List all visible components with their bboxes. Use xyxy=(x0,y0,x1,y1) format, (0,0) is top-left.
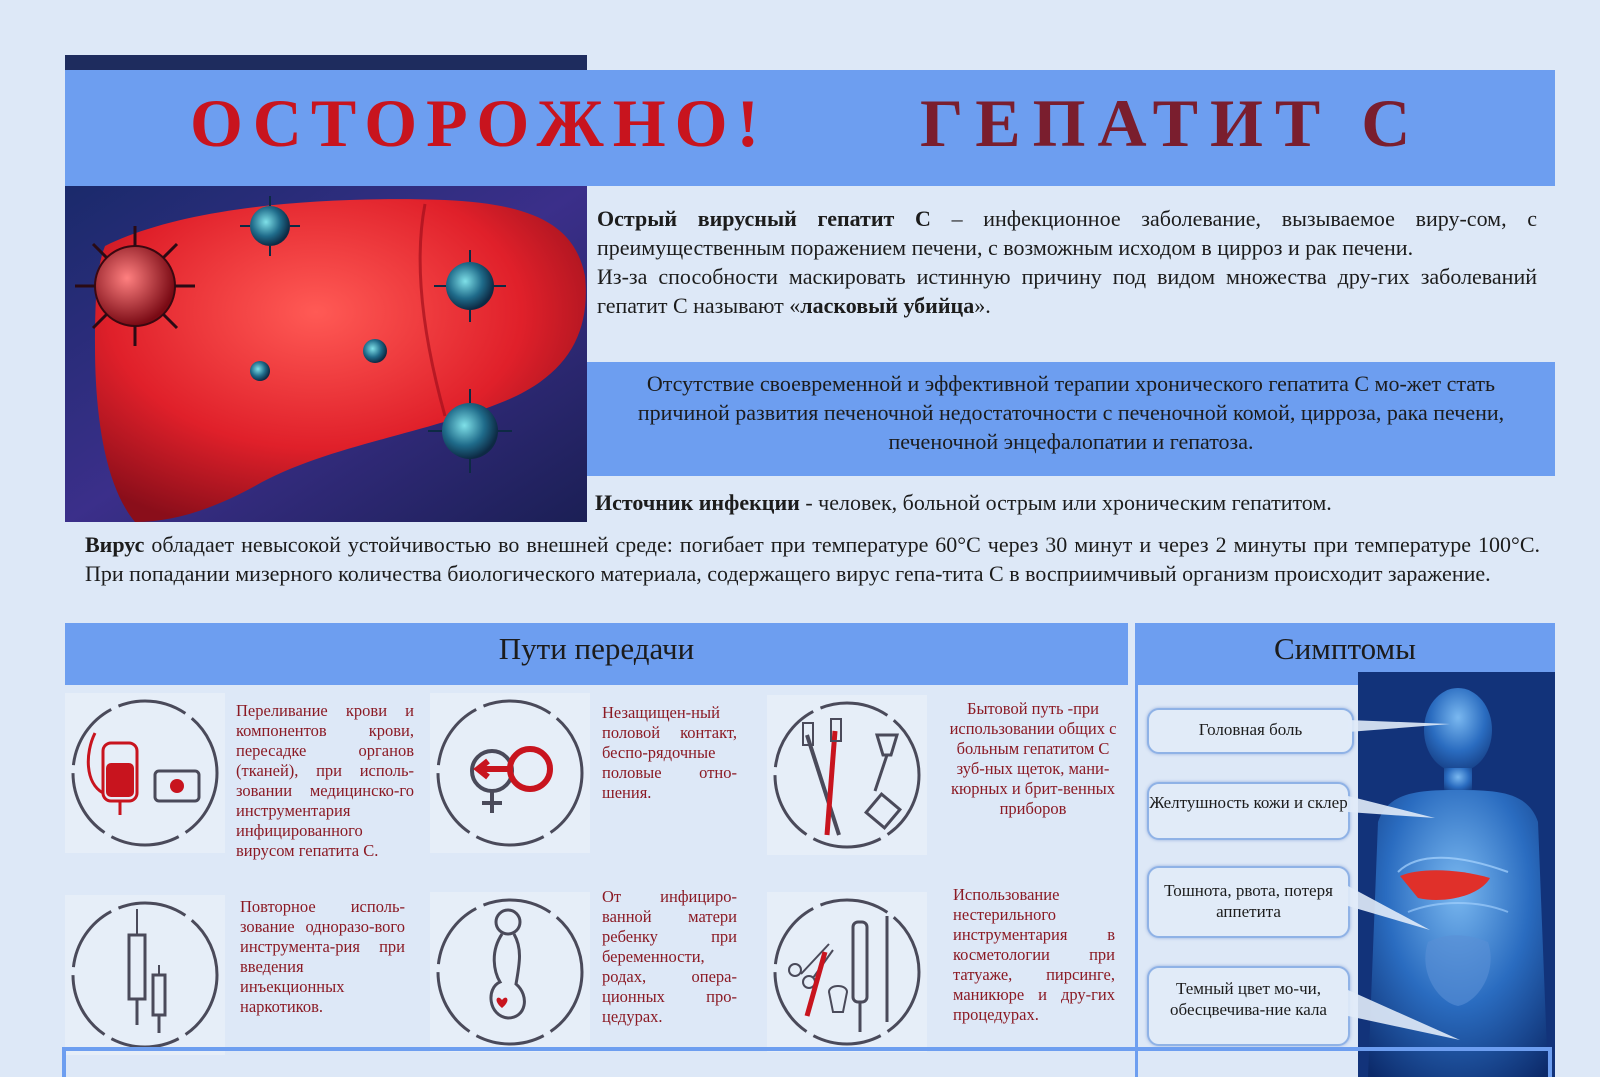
virus-resistance-paragraph xyxy=(85,530,1540,588)
nickname-intro: Из-за способности маскировать истинную причину под видом множества дру-гих заболеваний гепатит С называют « xyxy=(597,264,1537,318)
symptoms-title: Симптомы xyxy=(1274,631,1416,666)
dental-tools-icon xyxy=(767,892,927,1052)
bottom-frame xyxy=(62,1047,1552,1077)
title-warning: ОСТОРОЖНО! xyxy=(190,85,769,161)
symptom-dark-urine: Темный цвет мо-чи, обесцвечива-ние кала xyxy=(1147,966,1350,1046)
liver-virus-illustration xyxy=(65,186,587,522)
infection-source-term: Источник инфекции xyxy=(595,490,800,515)
definition-paragraph xyxy=(597,204,1537,320)
blood-bag-icon xyxy=(65,693,225,853)
virus-text: обладает невысокой устойчивостью во внешней среде: погибает при температуре 60°С через 30 минут и через 2 минуты при температуре 100°С. При попадании мизерного количества биологического материала, содержащего вирус гепа-тита С в восприимчивый организм происходит заражение. xyxy=(85,532,1540,586)
infection-source-text: - человек, больной острым или хроническим гепатитом. xyxy=(799,490,1332,515)
routes-title: Пути передачи xyxy=(498,631,695,666)
route-text-cosmetology: Использование нестерильного инструментария в косметологии при татуаже, пирсинге, маникюре и дру-гих процедурах. xyxy=(953,885,1115,1024)
gender-symbols-icon xyxy=(430,693,590,853)
symptom-headache: Головная боль xyxy=(1147,708,1354,754)
header-top-strip xyxy=(65,55,587,71)
toothbrush-razor-icon xyxy=(767,695,927,855)
symptom-jaundice: Желтушность кожи и склер xyxy=(1147,782,1350,840)
route-text-blood: Переливание крови и компонентов крови, пересадке органов (тканей), при исполь-зовании медицинско-го инструментария инфицированного вирусом гепатита С. xyxy=(236,701,414,860)
route-text-mother: От инфициро-ванной матери ребенку при беременности, родах, опера-ционных про-цедурах. xyxy=(602,887,737,1026)
definition-term: Острый вирусный гепатит С xyxy=(597,206,931,231)
symptom-callout-lines xyxy=(1340,700,1470,1050)
pregnant-woman-icon xyxy=(430,892,590,1052)
therapy-warning-text: Отсутствие своевременной и эффективной терапии хронического гепатита С мо-жет стать причиной развития печеночной недостаточности с печеночной комой, цирроза, рака печени, печеночной энцефалопатии и гепатоза. xyxy=(637,371,1505,454)
route-text-sexual: Незащищен-ный половой контакт, беспо-рядочные половые отно-шения. xyxy=(602,703,737,802)
definition-text: – инфекционное заболевание, вызываемое виру-сом, с преимущественным поражением печени, с возможным исходом в цирроз и рак печени. xyxy=(597,206,1538,260)
title-disease: ГЕПАТИТ С xyxy=(920,85,1423,161)
symptom-nausea: Тошнота, рвота, потеря аппетита xyxy=(1147,866,1350,938)
route-text-household: Бытовой путь -при использовании общих с больным гепатитом С зуб-ных щеток, мани-кюрных и брит-венных приборов xyxy=(949,699,1117,818)
syringe-icon xyxy=(65,895,225,1055)
virus-term: Вирус xyxy=(85,532,145,557)
route-text-injection: Повторное исполь-зование одноразо-вого инструмента-рия при введения инъекционных наркотиков. xyxy=(240,897,405,1016)
nickname: ласковый убийца xyxy=(800,293,975,318)
nickname-close: ». xyxy=(974,293,991,318)
infection-source xyxy=(595,488,1555,517)
